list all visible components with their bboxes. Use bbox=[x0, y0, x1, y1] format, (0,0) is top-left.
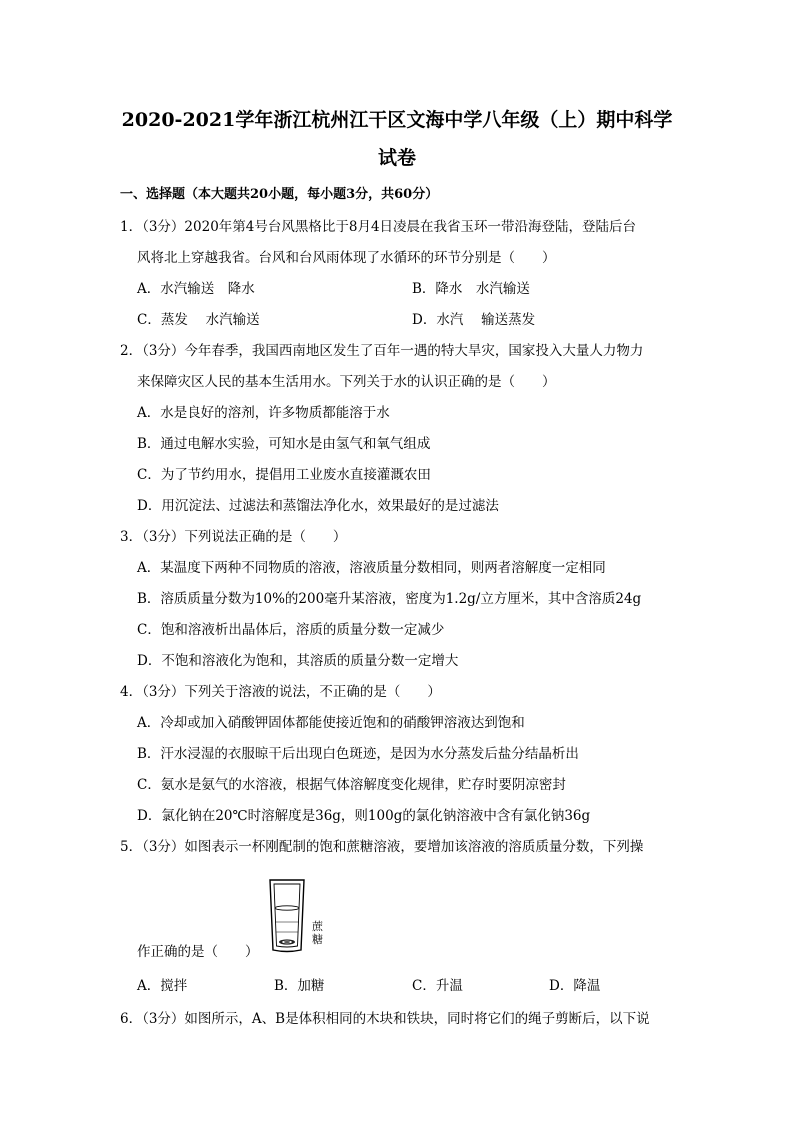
q4-option-b: B．汗水浸湿的衣服晾干后出现白色斑迹，是因为水分蒸发后盐分结晶析出 bbox=[137, 746, 579, 762]
q1-option-b: B．降水 水汽输送 bbox=[412, 281, 530, 297]
q5-stem-line1: 5．（3分）如图表示一杯刚配制的饱和蔗糖溶液，要增加该溶液的溶质质量分数，下列操 bbox=[120, 839, 644, 855]
q6-stem-line1: 6．（3分）如图所示，A、B是体积相同的木块和铁块，同时将它们的绳子剪断后，以下说 bbox=[120, 1011, 650, 1027]
q3-option-a: A．某温度下两种不同物质的溶液，溶液质量分数相同，则两者溶解度一定相同 bbox=[137, 560, 606, 576]
q3-option-b: B．溶质质量分数为10%的200毫升某溶液，密度为1.2g/立方厘米，其中含溶质24g bbox=[137, 591, 642, 607]
q3-stem-line1: 3．（3分）下列说法正确的是（ ） bbox=[120, 529, 347, 545]
q2-stem-line1: 2．（3分）今年春季，我国西南地区发生了百年一遇的特大旱灾，国家投入大量人力物力 bbox=[120, 343, 644, 359]
q5-stem-line2: 作正确的是（ ） bbox=[137, 944, 259, 960]
q4-option-c: C．氨水是氨气的水溶液，根据气体溶解度变化规律，贮存时要阴凉密封 bbox=[137, 777, 566, 793]
q5-option-c: C．升温 bbox=[412, 978, 463, 994]
sugar-label: 蔗糖 bbox=[312, 920, 323, 946]
q1-stem-line1: 1．（3分）2020年第4号台风黑格比于8月4日凌晨在我省玉环一带沿海登陆，登陆后台 bbox=[120, 219, 637, 235]
q1-stem-line2: 风将北上穿越我省。台风和台风雨体现了水循环的环节分别是（ ） bbox=[137, 250, 556, 266]
sugar-solution-beaker-figure bbox=[264, 876, 328, 954]
section-heading: 一、选择题（本大题共20小题，每小题3分，共60分） bbox=[120, 187, 439, 202]
q2-option-a: A．水是良好的溶剂，许多物质都能溶于水 bbox=[137, 405, 390, 421]
q3-option-c: C．饱和溶液析出晶体后，溶质的质量分数一定减少 bbox=[137, 622, 445, 638]
q5-option-b: B．加糖 bbox=[274, 978, 325, 994]
q2-option-c: C．为了节约用水，提倡用工业废水直接灌溉农田 bbox=[137, 467, 431, 483]
q3-option-d: D．不饱和溶液化为饱和，其溶质的质量分数一定增大 bbox=[137, 653, 459, 669]
q5-option-a: A．搅拌 bbox=[137, 978, 188, 994]
q1-option-d: D．水汽 输送蒸发 bbox=[412, 312, 536, 328]
q2-stem-line2: 来保障灾区人民的基本生活用水。下列关于水的认识正确的是（ ） bbox=[137, 374, 556, 390]
q1-option-a: A．水汽输送 降水 bbox=[137, 281, 255, 297]
exam-title-line1: 2020-2021学年浙江杭州江干区文海中学八年级（上）期中科学 bbox=[121, 109, 673, 131]
q4-option-a: A．冷却或加入硝酸钾固体都能使接近饱和的硝酸钾溶液达到饱和 bbox=[137, 715, 525, 731]
q5-option-d: D．降温 bbox=[549, 978, 601, 994]
q4-stem-line1: 4．（3分）下列关于溶液的说法，不正确的是（ ） bbox=[120, 684, 441, 700]
q2-option-b: B．通过电解水实验，可知水是由氢气和氧气组成 bbox=[137, 436, 431, 452]
q2-option-d: D．用沉淀法、过滤法和蒸馏法净化水，效果最好的是过滤法 bbox=[137, 498, 499, 514]
q1-option-c: C．蒸发 水汽输送 bbox=[137, 312, 260, 328]
exam-title-line2: 试卷 bbox=[377, 147, 416, 169]
q4-option-d: D．氯化钠在20℃时溶解度是36g，则100g的氯化钠溶液中含有氯化钠36g bbox=[137, 808, 591, 824]
